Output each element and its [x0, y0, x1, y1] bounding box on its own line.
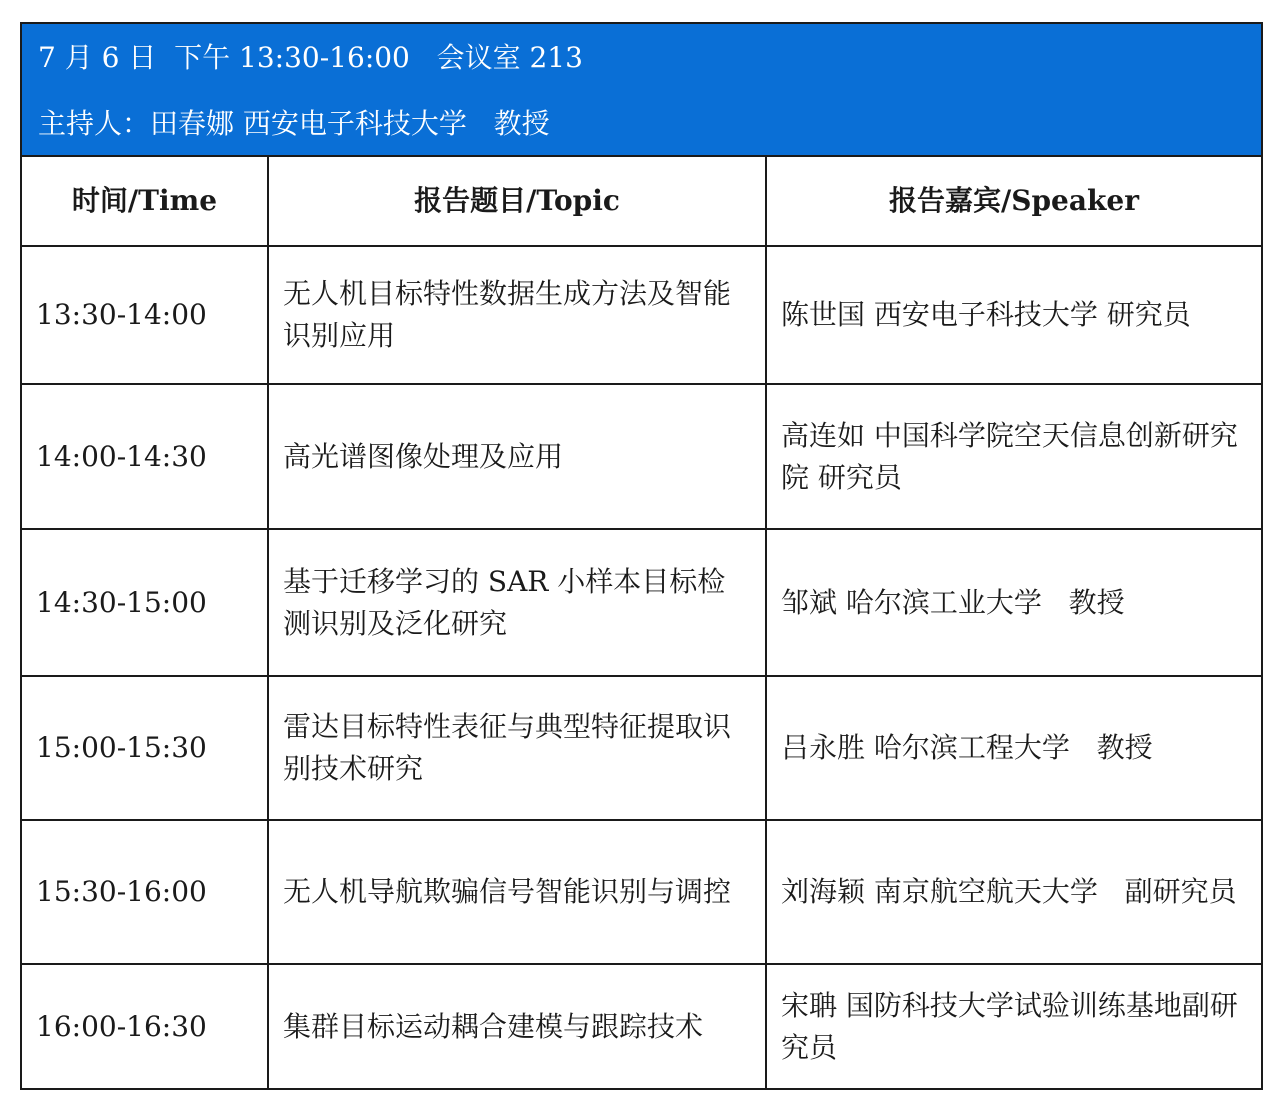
table-row: [22, 246, 1261, 384]
session-time-room: 7 月 6 日 下午 13:30-16:00 会议室 213: [38, 41, 583, 74]
row-speaker: 吕永胜 哈尔滨工程大学 教授: [766, 676, 1261, 820]
column-header-time: 时间/Time: [22, 157, 268, 246]
table-row: [22, 964, 1261, 1088]
row-time: 14:30-15:00: [22, 529, 268, 676]
row-speaker: 邹斌 哈尔滨工业大学 教授: [766, 529, 1261, 676]
table-row: [22, 820, 1261, 964]
row-topic: 雷达目标特性表征与典型特征提取识别技术研究: [268, 676, 766, 820]
row-time: 13:30-14:00: [22, 246, 268, 384]
row-topic: 集群目标运动耦合建模与跟踪技术: [268, 964, 766, 1088]
table-row: [22, 676, 1261, 820]
table-row: [22, 384, 1261, 529]
row-speaker: 高连如 中国科学院空天信息创新研究院 研究员: [766, 384, 1261, 529]
schedule-table: [22, 157, 1261, 1088]
row-topic: 基于迁移学习的 SAR 小样本目标检测识别及泛化研究: [268, 529, 766, 676]
table-header-row: [22, 157, 1261, 246]
row-speaker: 陈世国 西安电子科技大学 研究员: [766, 246, 1261, 384]
table-row: [22, 529, 1261, 676]
column-header-topic: 报告题目/Topic: [268, 157, 766, 246]
session-banner: [22, 24, 1261, 157]
row-time: 14:00-14:30: [22, 384, 268, 529]
schedule-table-container: [20, 22, 1263, 1090]
session-host: 主持人：田春娜 西安电子科技大学 教授: [38, 107, 550, 140]
row-speaker: 宋聃 国防科技大学试验训练基地副研究员: [766, 964, 1261, 1088]
column-header-speaker: 报告嘉宾/Speaker: [766, 157, 1261, 246]
row-time: 16:00-16:30: [22, 964, 268, 1088]
row-topic: 高光谱图像处理及应用: [268, 384, 766, 529]
row-time: 15:30-16:00: [22, 820, 268, 964]
row-speaker: 刘海颖 南京航空航天大学 副研究员: [766, 820, 1261, 964]
row-time: 15:00-15:30: [22, 676, 268, 820]
row-topic: 无人机目标特性数据生成方法及智能识别应用: [268, 246, 766, 384]
row-topic: 无人机导航欺骗信号智能识别与调控: [268, 820, 766, 964]
